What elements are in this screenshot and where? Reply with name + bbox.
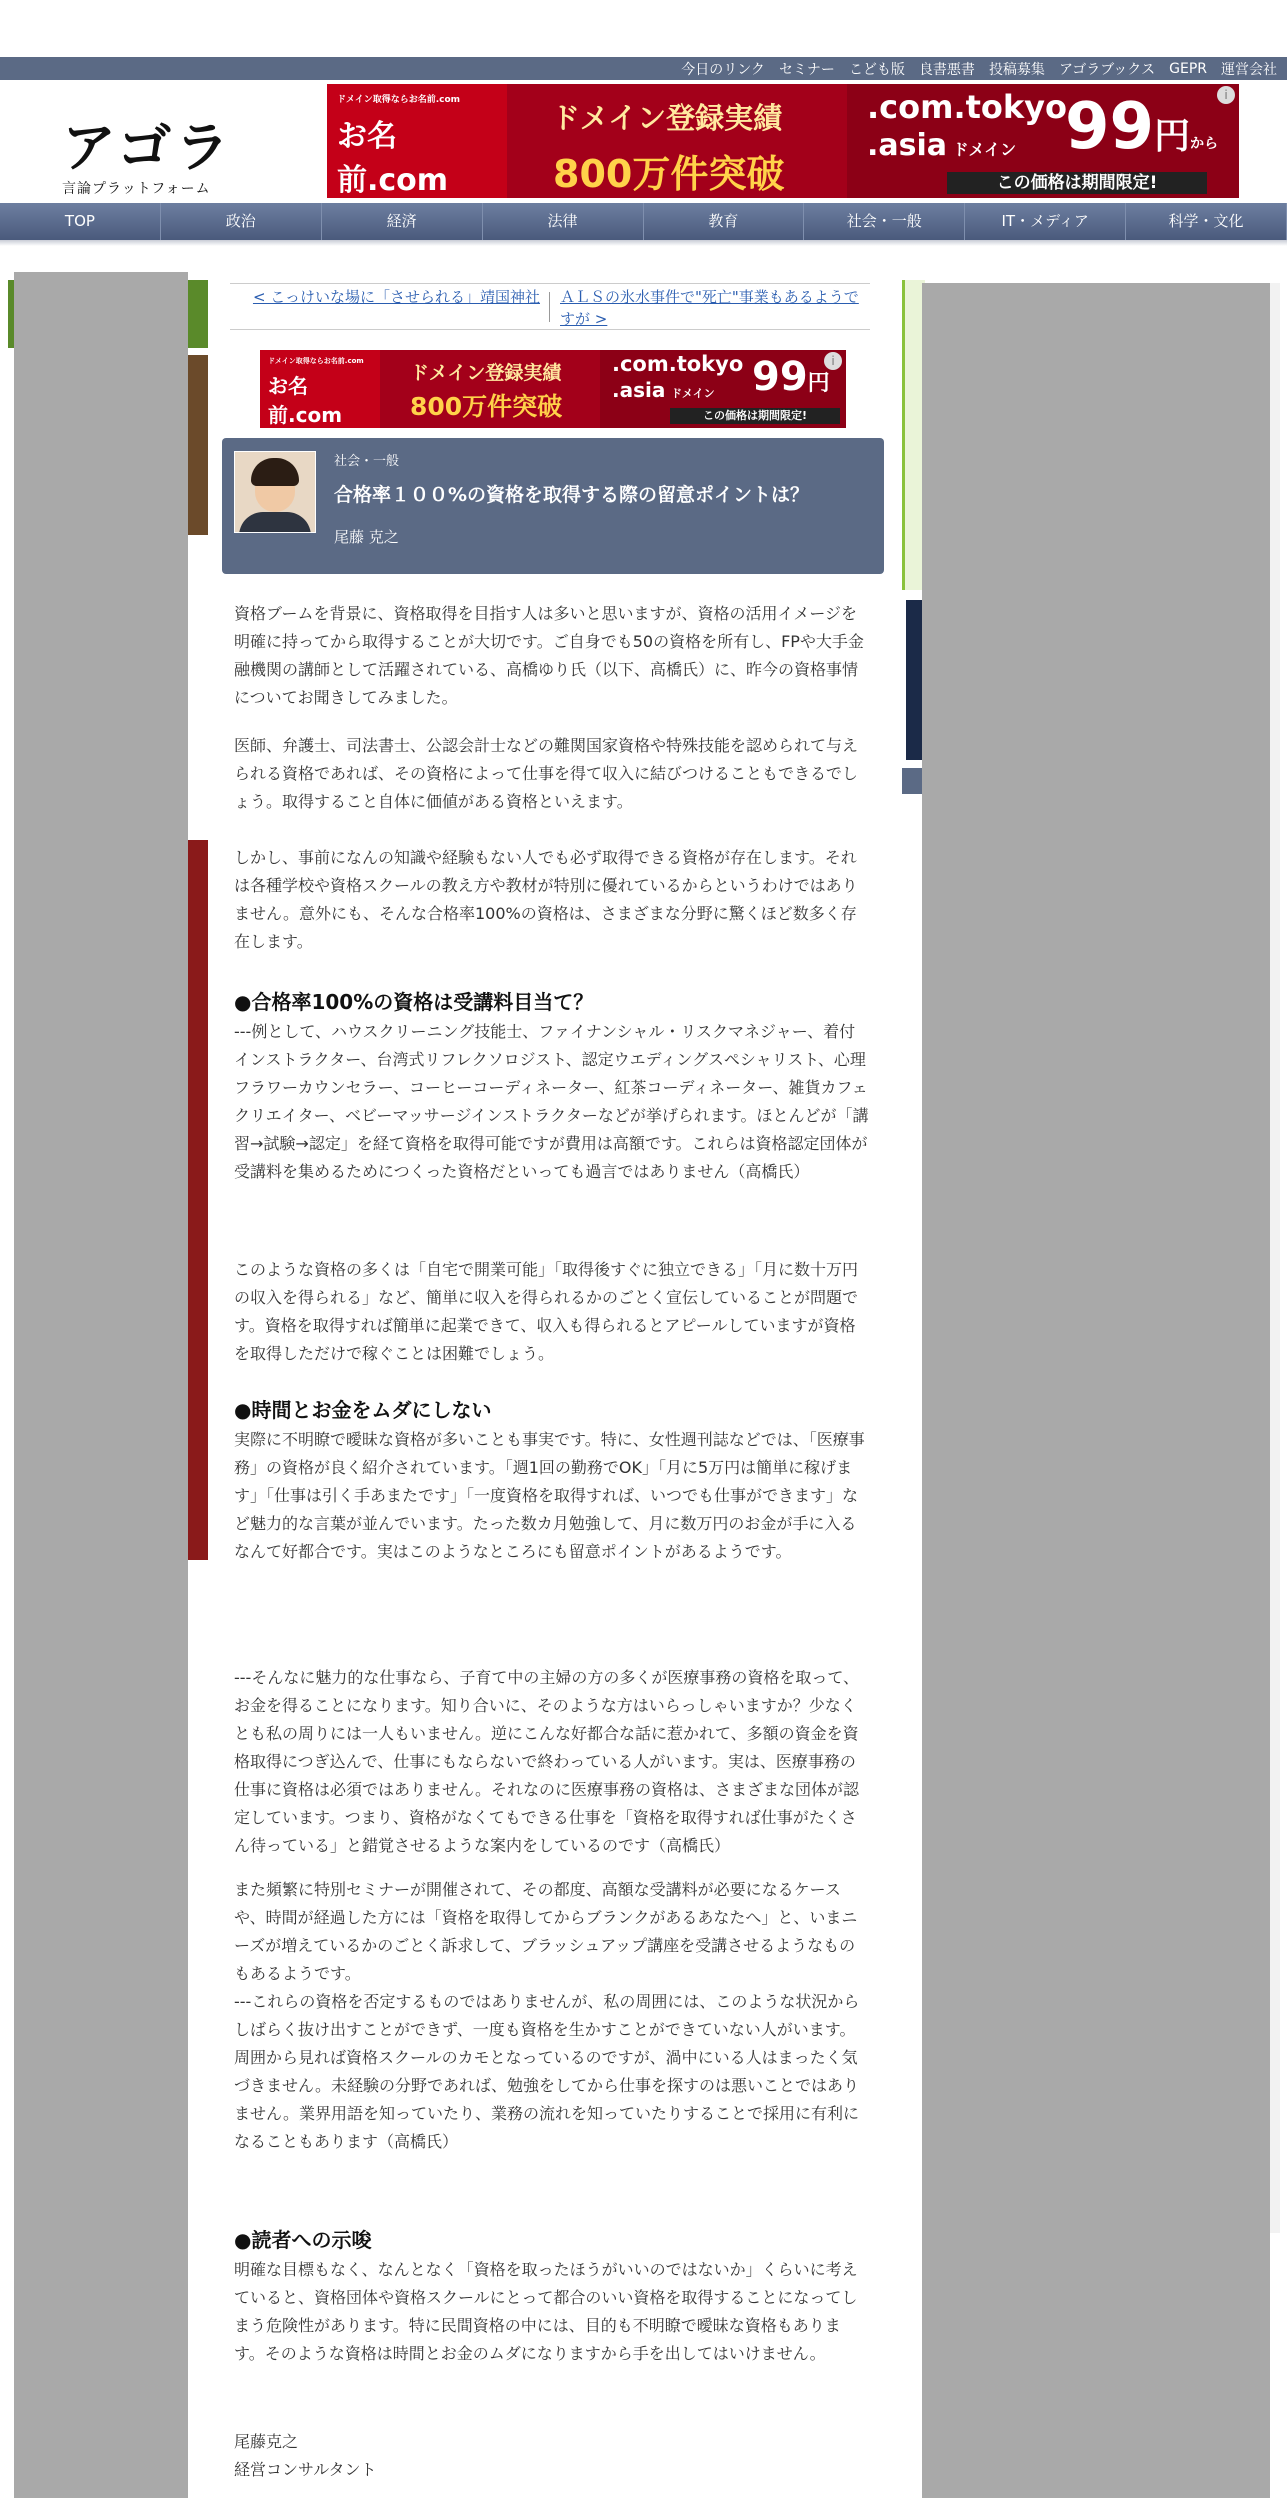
prev-next-nav <box>230 283 870 330</box>
body-paragraph: 実際に不明瞭で曖昧な資格が多いことも事実です。特に、女性週刊誌などでは、「医療事務」の資格が良く紹介されています。「週1回の勤務でOK」「月に5万円は簡単に稼げます」「仕事は引く手あまたです」「一度資格を取得すれば、いつでも仕事ができます」など魅力的な言葉が並んでいます。たった数カ月勉強して、月に数万円のお金が手に入るなんて好都合です。実はこのようなところにも留意ポイントがあるようです。 <box>234 1430 865 1561</box>
logo-title: アゴラ <box>62 116 234 179</box>
ad-price-suffix: から <box>1190 136 1219 152</box>
ad2-info-icon[interactable]: i <box>824 352 842 370</box>
ad2-price-unit: 円 <box>807 371 830 396</box>
ad2-brand: お名前.com <box>268 374 343 427</box>
ad-price: 99 <box>1065 90 1155 164</box>
ad2-line1: ドメイン登録実績 <box>410 362 562 384</box>
body-paragraph: また頻繁に特別セミナーが開催されて、その都度、高額な受講料が必要になるケースや、時間が経過した方には「資格を取得してからブランクがあるあなたへ」と、いまニーズが増えているかのごとく訴求して、ブラッシュアップ講座を受講させるようなものもあるようです。 <box>234 1880 858 1983</box>
right-sidebar-dark-image <box>906 600 922 760</box>
nav-shadow <box>0 240 1287 246</box>
nav-item[interactable]: 政治 <box>161 203 322 240</box>
top-utility-bar <box>0 57 1287 80</box>
ad-domain1: .com.tokyo <box>867 88 1068 126</box>
left-sidebar-red-image <box>188 840 208 1560</box>
body-paragraph: 医師、弁護士、司法書士、公認会計士などの難関国家資格や特殊技能を認められて与えられる資格であれば、その資格によって仕事を得て収入に結びつけることもできるでしょう。取得すること自体に価値がある資格といえます。 <box>234 736 859 811</box>
ad-line1: ドメイン登録実績 <box>551 101 783 135</box>
ad-limited-notice: この価格は期間限定! <box>947 172 1207 194</box>
section-heading: ●読者への示唆 <box>234 2228 372 2252</box>
nav-item[interactable]: 社会・一般 <box>804 203 965 240</box>
ad2-domain2: .asia <box>612 378 666 402</box>
ad-price-unit: 円 <box>1154 116 1191 157</box>
article-ad-banner[interactable] <box>260 350 846 428</box>
left-sidebar-image <box>188 355 208 535</box>
right-sidebar-placeholder <box>922 283 1270 2498</box>
ad2-price: 99 <box>752 354 808 400</box>
ad-line2: 800万件突破 <box>553 152 785 196</box>
left-sidebar-placeholder <box>14 272 188 2498</box>
article-author[interactable]: 尾藤 克之 <box>334 528 399 546</box>
right-sidebar-edge <box>1270 283 1280 2233</box>
body-paragraph: 資格ブームを背景に、資格取得を目指す人は多いと思いますが、資格の活用イメージを明確に持ってから取得することが大切です。ご自身でも50の資格を所有し、FPや大手金融機関の講師として活躍されている、高橋ゆり氏（以下、高橋氏）に、昨今の資格事情についてお聞きしてみました。 <box>234 604 864 707</box>
ad-info-icon[interactable]: i <box>1217 86 1235 104</box>
prev-article-link[interactable]: < こっけいな場に「させられる」靖国神社 <box>252 288 540 306</box>
top-utility-links <box>681 57 1277 80</box>
nav-item[interactable]: 経済 <box>322 203 483 240</box>
body-paragraph: ---これらの資格を否定するものではありませんが、私の周囲には、このような状況からしばらく抜け出すことができず、一度も資格を生かすことができていない人がいます。周囲から見れば資格スクールのカモとなっているのですが、渦中にいる人はまったく気づきません。未経験の分野であれば、勉強をしてから仕事を探すのは悪いことではありません。業界用語を知っていたり、業務の流れを知っていたりすることで採用に有利になることもあります（高橋氏） <box>234 1992 860 2151</box>
left-sidebar-green-header <box>188 280 208 348</box>
next-article-link[interactable]: ＡＬＳの氷水事件で"死亡"事業もあるようですが > <box>560 288 859 328</box>
nav-item[interactable]: 教育 <box>644 203 805 240</box>
body-paragraph: このような資格の多くは「自宅で開業可能」「取得後すぐに独立できる」「月に数十万円の収入を得られる」など、簡単に収入を得られるかのごとく宣伝していることが問題です。資格を取得すれば簡単に起業できて、収入も得られるとアピールしていますが資格を取得しただけで稼ぐことは困難でしょう。 <box>234 1260 859 1363</box>
article-header <box>222 438 884 574</box>
nav-item[interactable]: 法律 <box>483 203 644 240</box>
ad2-line2: 800万件突破 <box>410 392 563 421</box>
body-paragraph: ---例として、ハウスクリーニング技能士、ファイナンシャル・リスクマネジャー、着付インストラクター、台湾式リフレクソロジスト、認定ウエディングスペシャリスト、心理フラワーカウンセラー、コーヒーコーディネーター、紅茶コーディネーター、雑貨カフェクリエイター、ベビーマッサージインストラクターなどが挙げられます。ほとんどが「講習→試験→認定」を経て資格を取得可能ですが費用は高額です。これらは資格認定団体が受講料を集めるためにつくった資格だといっても過言ではありません（高橋氏） <box>234 1022 869 1181</box>
top-link[interactable]: アゴラブックス <box>1058 61 1156 78</box>
top-link[interactable]: 投稿募集 <box>988 61 1045 78</box>
ad-domain2: .asia <box>867 128 948 163</box>
site-logo[interactable] <box>62 116 252 200</box>
ad2-domain2-suffix: ドメイン <box>670 387 715 400</box>
ad-domain2-suffix: ドメイン <box>952 140 1017 159</box>
top-link[interactable]: GEPR <box>1169 60 1207 77</box>
section-heading: ●時間とお金をムダにしない <box>234 1398 492 1422</box>
top-link[interactable]: セミナー <box>778 61 835 78</box>
prev-next-divider <box>549 292 550 322</box>
top-link[interactable]: こども版 <box>848 61 905 78</box>
nav-item[interactable]: IT・メディア <box>965 203 1126 240</box>
body-paragraph: しかし、事前になんの知識や経験もない人でも必ず取得できる資格が存在します。それは各種学校や資格スクールの教え方や教材が特別に優れているからというわけではありません。意外にも、そんな合格率100%の資格は、さまざまな分野に驚くほど数多く存在します。 <box>234 848 858 951</box>
body-paragraph: ---そんなに魅力的な仕事なら、子育て中の主婦の方の多くが医療事務の資格を取って、お金を得ることになります。知り合いに、そのような方はいらっしゃいますか？少なくとも私の周りには一人もいません。逆にこんな好都合な話に惹かれて、多額の資金を資格取得につぎ込んで、仕事にもならないで終わっている人がいます。実は、医療事務の仕事に資格は必須ではありません。それなのに医療事務の資格は、さまざまな団体が認定しています。つまり、資格がなくてもできる仕事を「資格を取得すれば仕事がたくさん待っている」と錯覚させるような案内をしているのです（高橋氏） <box>234 1668 860 1855</box>
nav-item[interactable]: TOP <box>0 203 161 240</box>
header-ad-banner[interactable] <box>327 84 1239 198</box>
logo-subtitle: 言論プラットフォーム <box>62 181 211 197</box>
main-nav <box>0 203 1287 240</box>
article-category[interactable]: 社会・一般 <box>334 454 400 469</box>
top-link[interactable]: 良書悪書 <box>918 61 975 78</box>
nav-item[interactable]: 科学・文化 <box>1126 203 1287 240</box>
article-title: 合格率１００%の資格を取得する際の留意ポイントは？ <box>334 484 810 506</box>
right-sidebar-section-bar <box>902 768 922 794</box>
ad-brand-tag: ドメイン取得ならお名前.com <box>337 95 461 105</box>
top-link[interactable]: 今日のリンク <box>681 61 765 78</box>
ad2-limited-notice: この価格は期間限定! <box>670 408 840 424</box>
ad2-domain1: .com.tokyo <box>612 352 744 376</box>
ad2-brand-tag: ドメイン取得ならお名前.com <box>268 357 364 365</box>
author-avatar[interactable] <box>234 451 316 533</box>
ad-brand: お名前.com <box>337 119 449 198</box>
body-paragraph: 尾藤克之 経営コンサルタント <box>234 2432 377 2479</box>
section-heading: ●合格率100%の資格は受講料目当て？ <box>234 990 594 1014</box>
top-link[interactable]: 運営会社 <box>1221 61 1277 78</box>
body-paragraph: 明確な目標もなく、なんとなく「資格を取ったほうがいいのではないか」くらいに考えていると、資格団体や資格スクールにとって都合のいい資格を取得することになってしまう危険性があります。特に民間資格の中には、目的も不明瞭で曖昧な資格もあります。そのような資格は時間とお金のムダになりますから手を出してはいけません。 <box>234 2260 858 2363</box>
